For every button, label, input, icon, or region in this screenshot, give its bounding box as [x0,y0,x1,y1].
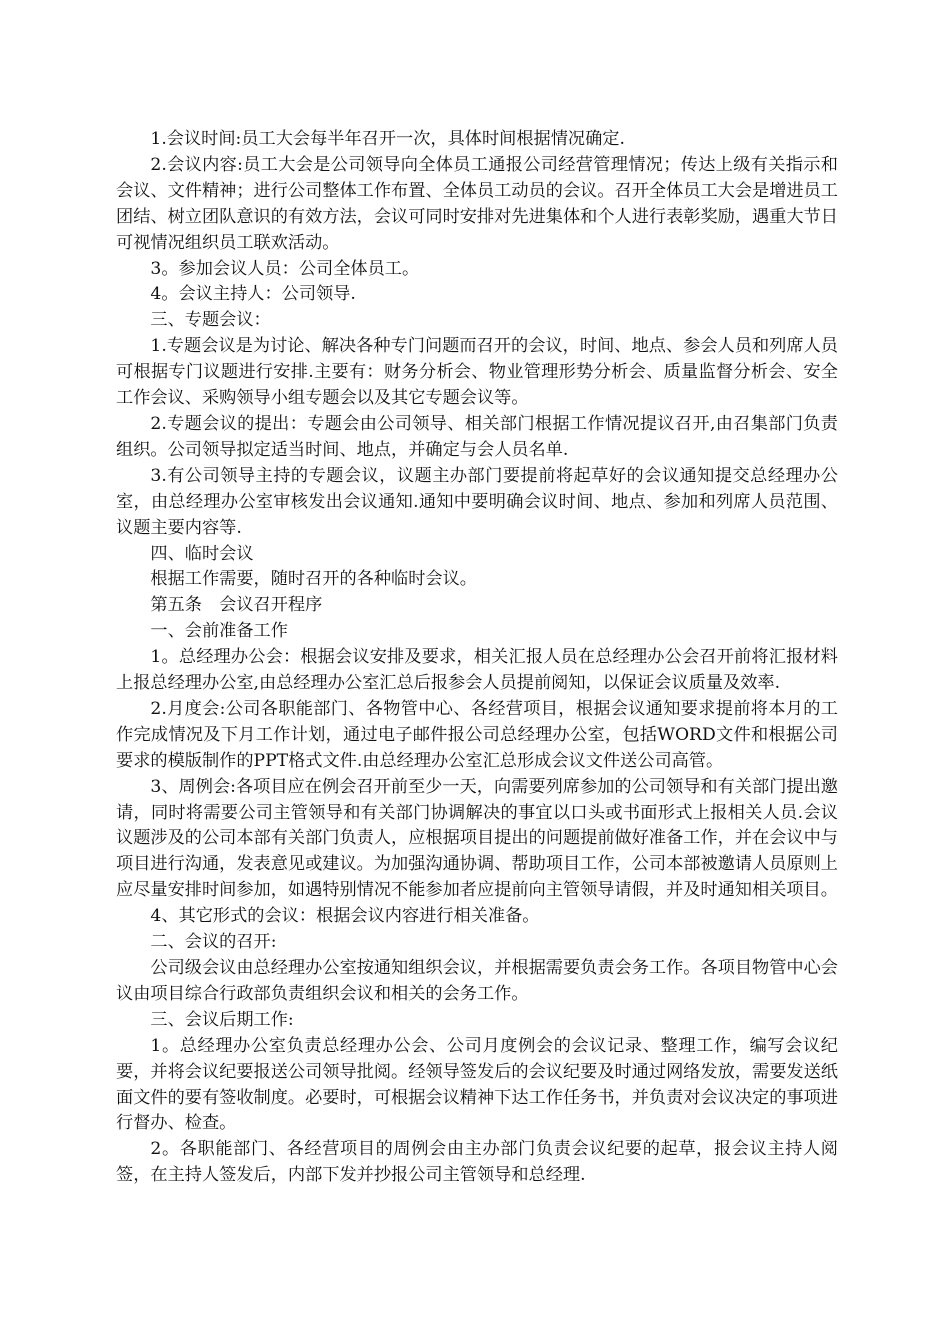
section-heading-special-meetings: 三、专题会议： [150,310,271,331]
paragraph-18: 公司级会议由总经理办公室按通知组织会议，并根据需要负责会务工作。各项目物管中心会议由项目综合行政部负责组织会议和相关的会务工作。 [116,958,838,1004]
section-heading-convening: 二、会议的召开: [150,932,277,953]
paragraph-16: 4、其它形式的会议：根据会议内容进行相关准备。 [150,906,540,927]
paragraph-3: 3。参加会议人员：公司全体员工。 [150,258,420,279]
paragraph-4: 4。会议主持人：公司领导. [150,284,356,305]
paragraph-8: 3.有公司领导主持的专题会议，议题主办部门要提前将起草好的会议通知提交总经理办公室，由总经理办公室审核发出会议通知.通知中要明确会议时间、地点、参加和列席人员范围、议题主要内容等. [116,465,838,538]
paragraph-14: 2.月度会:公司各职能部门、各物管中心、各经营项目，根据会议通知要求提前将本月的工作完成情况及下月工作计划，通过电子邮件报公司总经理办公室，包括WORD文件和根据公司要求的模版制作的PPT格式文件.由总经理办公室汇总形成会议文件送公司高管。 [116,698,838,771]
paragraph-15: 3、周例会:各项目应在例会召开前至少一天，向需要列席参加的公司领导和有关部门提出邀请，同时将需要公司主管领导和有关部门协调解决的事宜以口头或书面形式上报相关人员.会议议题涉及的公司本部有关部门负责人，应根据项目提出的问题提前做好准备工作，并在会议中与项目进行沟通，发表意见或建议。为加强沟通协调、帮助项目工作，公司本部被邀请人员原则上应尽量安排时间参加，如遇特别情况不能参加者应提前向主管领导请假，并及时通知相关项目。 [116,776,838,901]
paragraph-1: 1.会议时间:员工大会每半年召开一次，具体时间根据情况确定. [150,129,625,149]
article-heading-5: 第五条 会议召开程序 [150,595,323,616]
paragraph-20: 1。总经理办公室负责总经理办公会、公司月度例会的会议记录、整理工作，编写会议纪要，并将会议纪要报送公司领导批阅。经领导签发后的会议纪要及时通过网络发放，需要发送纸面文件的要有签收制度。必要时，可根据会议精神下达工作任务书，并负责对会议决定的事项进行督办、检查。 [116,1035,838,1134]
paragraph-13: 1。总经理办公会：根据会议安排及要求，相关汇报人员在总经理办公会召开前将汇报材料上报总经理办公室,由总经理办公室汇总后报参会人员提前阅知，以保证会议质量及效率. [116,647,838,694]
paragraph-7: 2.专题会议的提出：专题会由公司领导、相关部门根据工作情况提议召开,由召集部门负责组织。公司领导拟定适当时间、地点，并确定与会人员名单. [116,413,838,460]
paragraph-2: 2.会议内容:员工大会是公司领导向全体员工通报公司经营管理情况；传达上级有关指示和会议、文件精神；进行公司整体工作布置、全体员工动员的会议。召开全体员工大会是增进员工团结、树立团队意识的有效方法，会议可同时安排对先进集体和个人进行表彰奖励，遇重大节日可视情况组织员工联欢活动。 [116,154,838,253]
paragraph-21: 2。各职能部门、各经营项目的周例会由主办部门负责会议纪要的起草，报会议主持人阅签，在主持人签发后，内部下发并抄报公司主管领导和总经理. [116,1139,838,1186]
section-heading-preparation: 一、会前准备工作 [150,621,288,642]
section-heading-temporary-meetings: 四、临时会议 [150,543,254,564]
paragraph-6: 1.专题会议是为讨论、解决各种专门问题而召开的会议，时间、地点、参会人员和列席人员可根据专门议题进行安排.主要有：财务分析会、物业管理形势分析会、质量监督分析会、安全工作会议、采购领导小组专题会以及其它专题会议等。 [116,336,838,409]
section-heading-follow-up: 三、会议后期工作: [150,1009,294,1030]
paragraph-10: 根据工作需要，随时召开的各种临时会议。 [150,569,477,590]
document-body [116,127,838,1189]
